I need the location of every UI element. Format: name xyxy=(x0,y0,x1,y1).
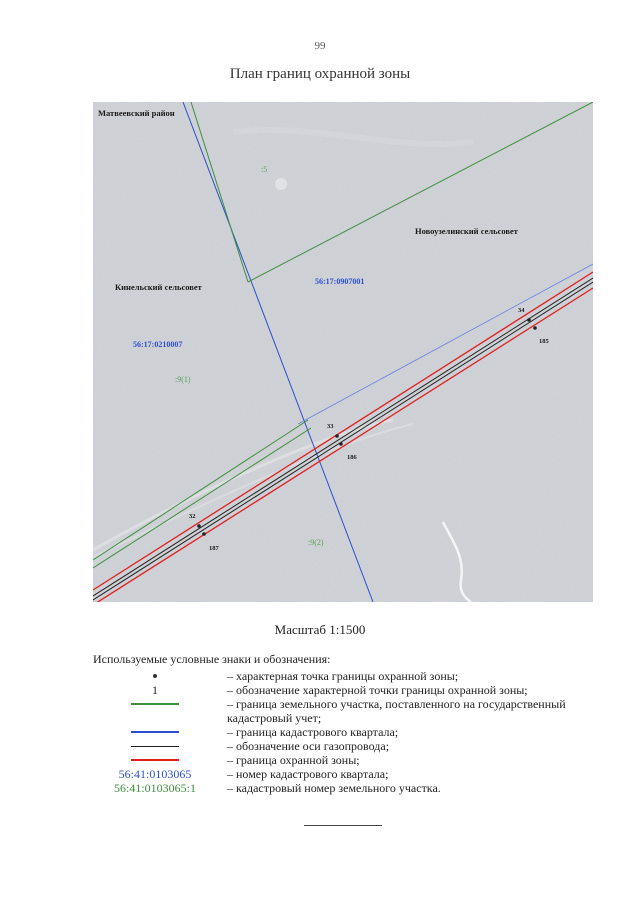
label-quarter-west: 56:17:0210007 xyxy=(133,340,183,349)
legend-row xyxy=(93,711,613,725)
label-point-186: 186 xyxy=(347,454,357,461)
label-parcel-west: :9(1) xyxy=(175,375,191,384)
map-canvas xyxy=(93,102,593,602)
legend-row xyxy=(93,683,613,697)
legend-row xyxy=(93,753,613,767)
legend-row xyxy=(93,781,613,795)
point-marker-icon xyxy=(153,674,157,678)
map-panel[interactable] xyxy=(93,102,593,602)
legend-row xyxy=(93,767,613,781)
blue-line-icon xyxy=(131,731,179,733)
label-point-34: 34 xyxy=(518,307,525,314)
legend-row xyxy=(93,725,613,739)
boundary-point-32[interactable] xyxy=(197,524,201,528)
map-scale: Масштаб 1:1500 xyxy=(274,622,366,637)
label-point-32: 32 xyxy=(189,513,196,520)
label-district: Матвеевский район xyxy=(98,108,175,118)
field-spot xyxy=(275,178,287,190)
legend-text: – граница охранной зоны; xyxy=(227,753,360,767)
parcel-number-symbol: 56:41:0103065:1 xyxy=(113,781,196,795)
legend-text: – характерная точка границы охранной зоны; xyxy=(227,669,459,683)
legend-row xyxy=(93,669,613,683)
label-sovet-north: Новоузелинский сельсовет xyxy=(415,226,518,236)
label-point-33: 33 xyxy=(327,423,334,430)
label-parcel-south: :9(2) xyxy=(308,538,324,547)
boundary-point-33[interactable] xyxy=(335,434,339,438)
label-sovet-west: Кинельский сельсовет xyxy=(115,282,202,292)
label-parcel-north: :5 xyxy=(261,165,268,174)
boundary-point-186[interactable] xyxy=(339,442,343,446)
label-point-187: 187 xyxy=(209,545,219,552)
legend-text: – граница кадастрового квартала; xyxy=(227,725,399,739)
legend-text: – кадастровый номер земельного участка. xyxy=(227,781,441,795)
legend-row xyxy=(93,697,613,711)
green-line-icon xyxy=(131,703,179,705)
legend-text: – номер кадастрового квартала; xyxy=(227,767,389,781)
legend-text: – граница земельного участка, поставленного на государственный xyxy=(227,697,566,711)
legend xyxy=(93,652,613,795)
satellite-texture xyxy=(93,102,593,602)
boundary-point-185[interactable] xyxy=(533,326,537,330)
red-line-icon xyxy=(131,759,179,761)
legend-text: – обозначение характерной точки границы охранной зоны; xyxy=(227,683,528,697)
boundary-point-34[interactable] xyxy=(527,318,531,322)
point-number-symbol: 1 xyxy=(152,683,158,697)
legend-text: – обозначение оси газопровода; xyxy=(227,739,390,753)
boundary-point-187[interactable] xyxy=(202,532,206,536)
page-title: План границ охранной зоны xyxy=(229,66,411,82)
footer-divider xyxy=(304,825,382,826)
legend-row xyxy=(93,739,613,753)
quarter-number-symbol: 56:41:0103065 xyxy=(118,767,192,781)
black-line-icon xyxy=(131,746,179,747)
label-quarter-north: 56:17:0907001 xyxy=(315,277,365,286)
legend-text: кадастровый учет; xyxy=(227,711,322,725)
legend-heading: Используемые условные знаки и обозначения: xyxy=(93,652,331,666)
page-number: 99 xyxy=(314,40,326,52)
label-point-185: 185 xyxy=(539,338,549,345)
